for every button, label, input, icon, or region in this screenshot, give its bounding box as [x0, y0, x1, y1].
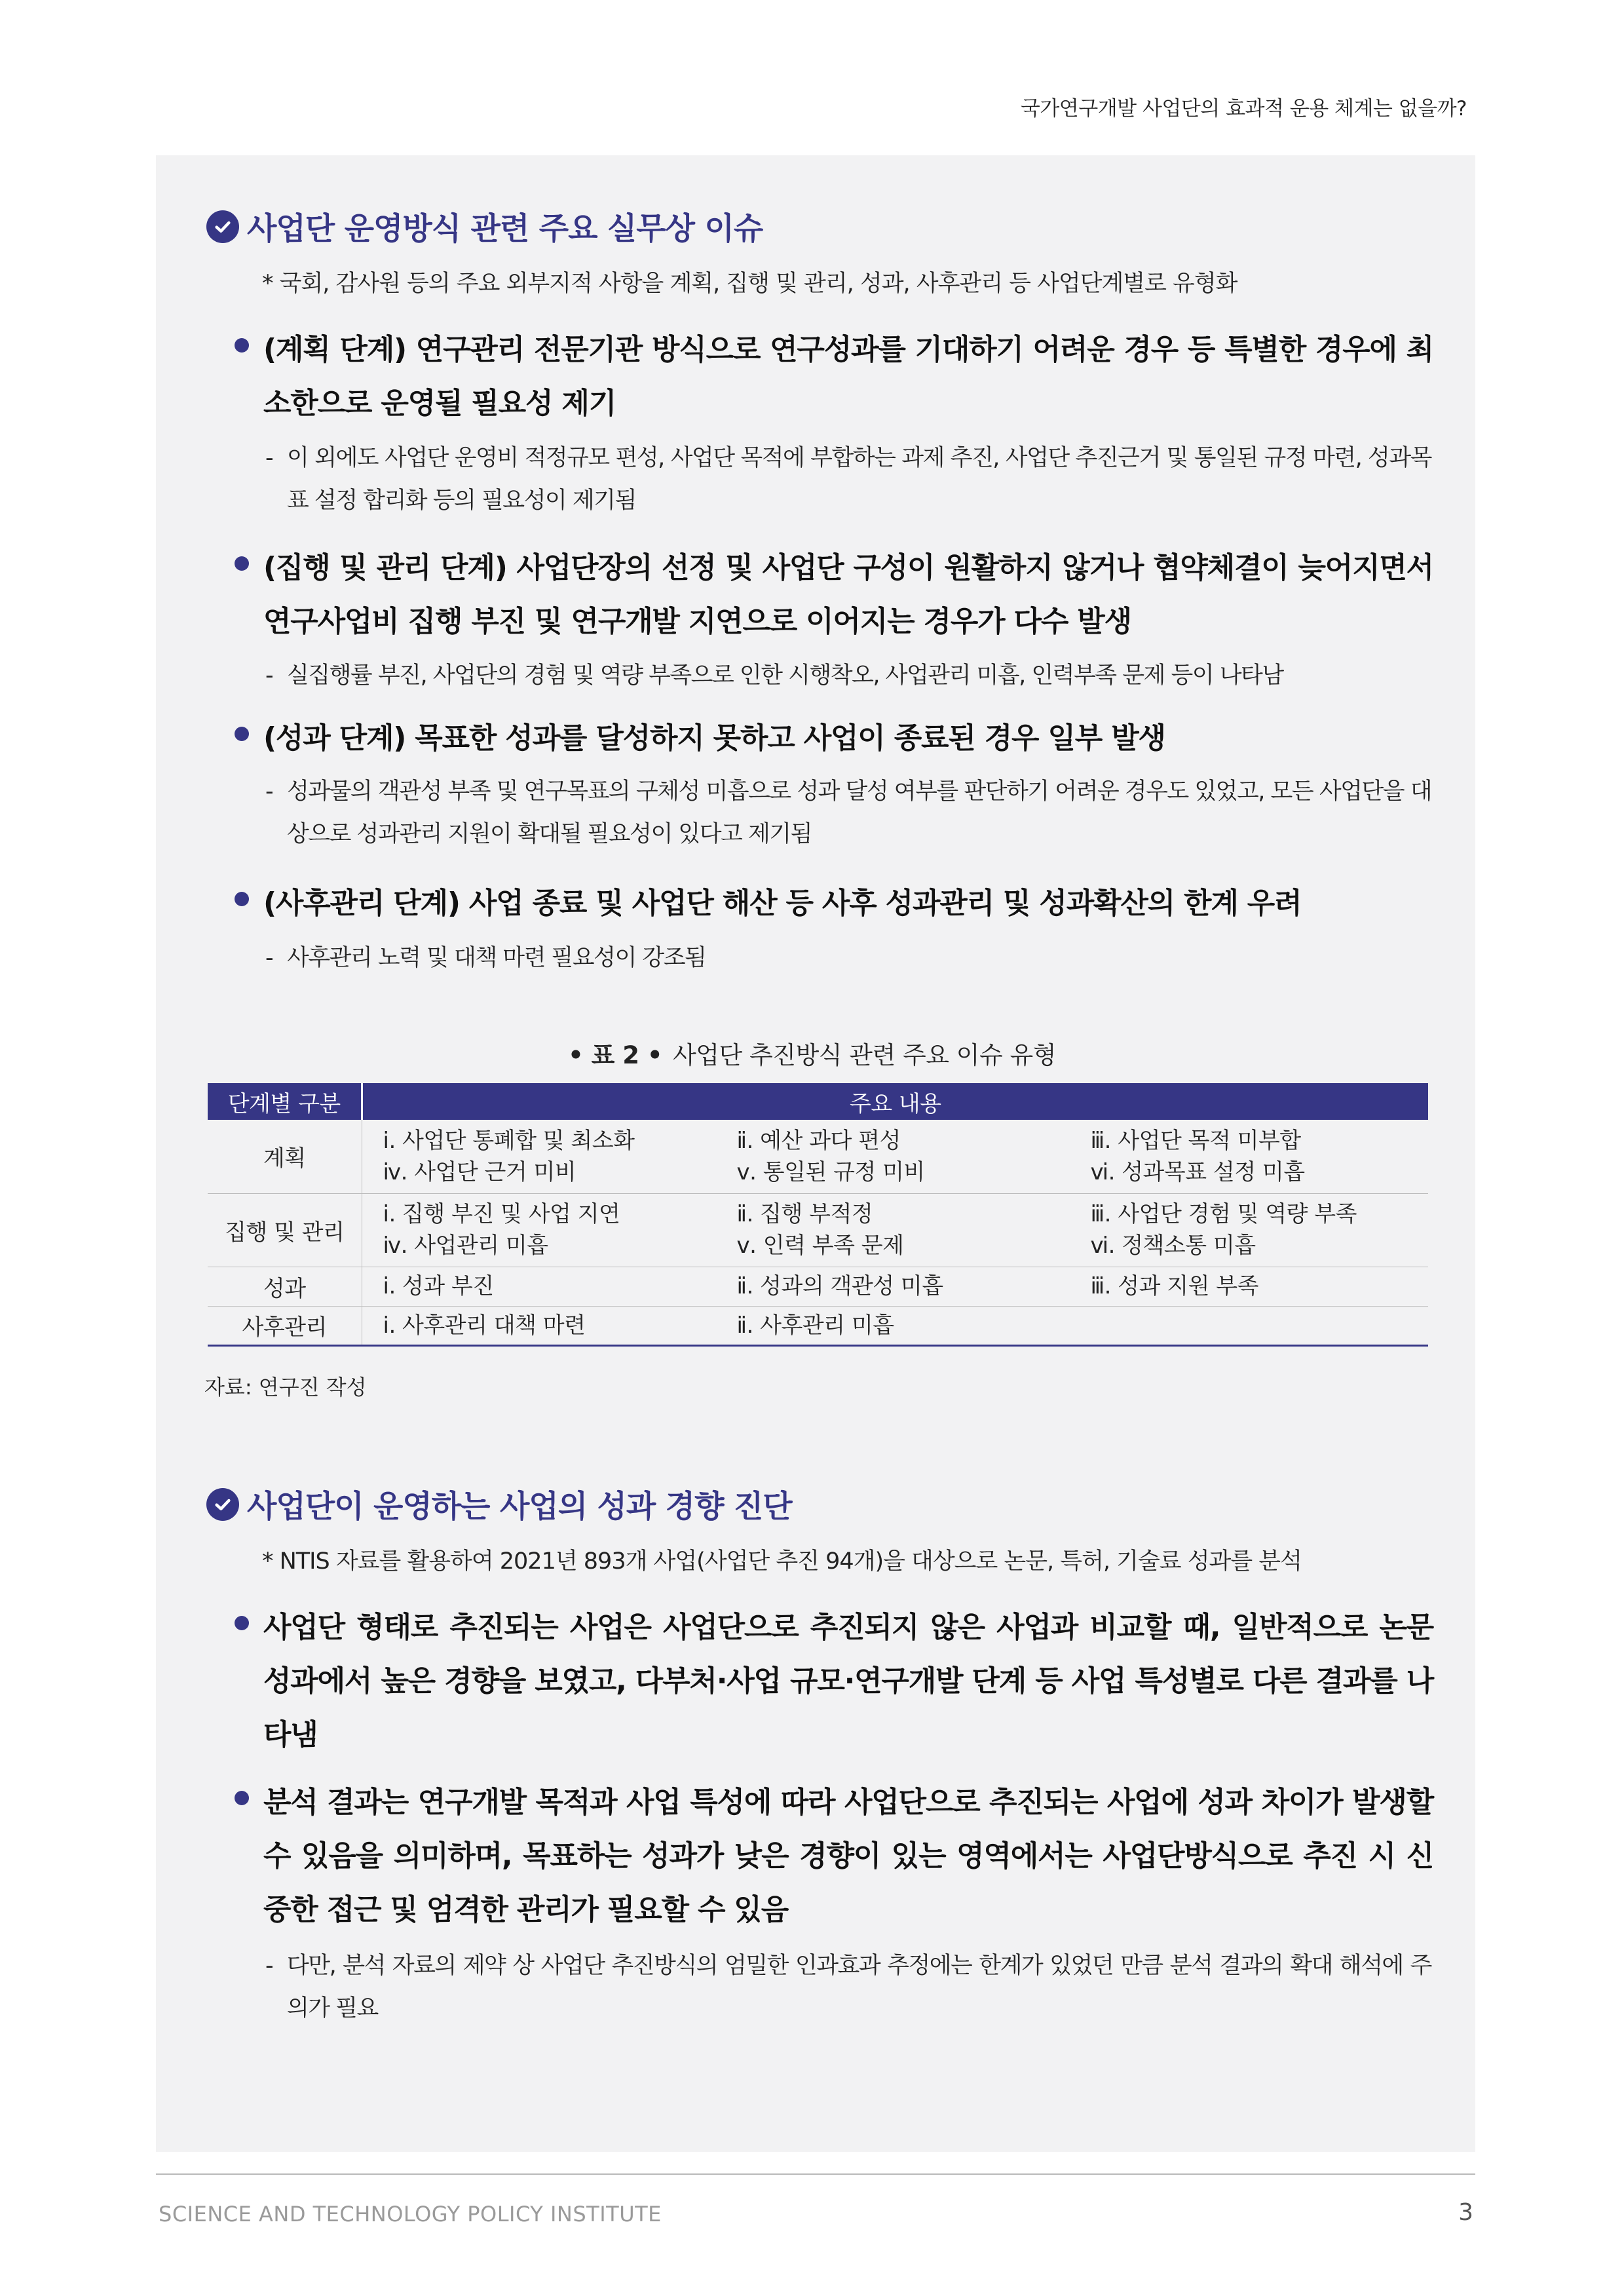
- section-title-text: 사업단 운영방식 관련 주요 실무상 이슈: [247, 211, 763, 247]
- bullet-item: [235, 1776, 1433, 1937]
- check-circle-icon: [206, 1488, 239, 1521]
- sub-item-text: 성과물의 객관성 부족 및 연구목표의 구체성 미흡으로 성과 달성 여부를 판단하기 어려운 경우도 있었고, 모든 사업단을 대상으로 성과관리 지원이 확대될 필요성이 있다고 제기됨: [287, 778, 1431, 847]
- dash-mark: -: [265, 945, 273, 971]
- section-note: * NTIS 자료를 활용하여 2021년 893개 사업(사업단 추진 94개)을 대상으로 논문, 특허, 기술료 성과를 분석: [262, 1548, 1302, 1575]
- check-circle-icon: [206, 210, 239, 243]
- table-cell-stage: 집행 및 관리: [208, 1193, 362, 1267]
- sub-item-text: 이 외에도 사업단 운영비 적정규모 편성, 사업단 목적에 부합하는 과제 추진, 사업단 추진근거 및 통일된 규정 마련, 성과목표 설정 합리화 등의 필요성이 제기됨: [287, 445, 1431, 514]
- bullet-dot-icon: [235, 338, 249, 353]
- section-title-issues: [206, 204, 763, 248]
- table-caption-title: 사업단 추진방식 관련 주요 이슈 유형: [673, 1041, 1056, 1069]
- sub-item: [265, 1945, 1431, 2030]
- bullet-text: 사업단 형태로 추진되는 사업은 사업단으로 추진되지 않은 사업과 비교할 때, 일반적으로 논문 성과에서 높은 경향을 보였고, 다부처·사업 규모·연구개발 단계 등 사업 특성별로 다른 결과를 나타냄: [263, 1611, 1433, 1751]
- sub-item-text: 실집행률 부진, 사업단의 경험 및 역량 부족으로 인한 시행착오, 사업관리 미흡, 인력부족 문제 등이 나타남: [287, 662, 1283, 689]
- issue-item: ⅲ. 사업단 경험 및 역량 부족: [1090, 1201, 1357, 1227]
- table-caption-label: • 표 2 •: [568, 1041, 662, 1069]
- dash-mark: -: [265, 1953, 273, 1979]
- issue-item: ⅴ. 통일된 규정 미비: [736, 1158, 925, 1185]
- bullet-text: 분석 결과는 연구개발 목적과 사업 특성에 따라 사업단으로 추진되는 사업에 성과 차이가 발생할 수 있음을 의미하며, 목표하는 성과가 낮은 경향이 있는 영역에서는 사업단방식으로 추진 시 신중한 접근 및 엄격한 관리가 필요할 수 있음: [263, 1786, 1433, 1926]
- sub-item: [265, 437, 1431, 522]
- bullet-item: [235, 712, 1433, 765]
- bullet-item: [235, 323, 1433, 430]
- bullet-dot-icon: [235, 1791, 249, 1805]
- issue-item: ⅳ. 사업관리 미흡: [383, 1233, 548, 1259]
- footer-organization: SCIENCE AND TECHNOLOGY POLICY INSTITUTE: [159, 2202, 662, 2227]
- bullet-item: [235, 541, 1433, 649]
- table-row: [208, 1306, 1428, 1345]
- table-cell-stage: 사후관리: [208, 1306, 362, 1345]
- issue-item: ⅰ. 사업단 통폐합 및 최소화: [383, 1127, 635, 1154]
- issue-item: ⅱ. 사후관리 미흡: [736, 1312, 894, 1339]
- table-cell-items: [362, 1306, 1428, 1345]
- table-cell-items: [362, 1193, 1428, 1267]
- dash-mark: -: [265, 662, 273, 689]
- issue-item: ⅲ. 성과 지원 부족: [1090, 1273, 1258, 1299]
- issue-item: ⅰ. 성과 부진: [383, 1273, 494, 1299]
- bullet-dot-icon: [235, 892, 249, 906]
- issue-item: ⅱ. 예산 과다 편성: [736, 1127, 901, 1154]
- dash-mark: -: [265, 445, 273, 471]
- sub-item-text: 다만, 분석 자료의 제약 상 사업단 추진방식의 엄밀한 인과효과 추정에는 한계가 있었던 만큼 분석 결과의 확대 해석에 주의가 필요: [287, 1953, 1431, 2021]
- issue-item: ⅴ. 인력 부족 문제: [736, 1233, 904, 1259]
- running-header: 국가연구개발 사업단의 효과적 운용 체계는 없을까?: [1020, 97, 1467, 121]
- table-cell-items: [362, 1120, 1428, 1193]
- issue-item: ⅱ. 성과의 객관성 미흡: [736, 1273, 943, 1299]
- bullet-text: (집행 및 관리 단계) 사업단장의 선정 및 사업단 구성이 원활하지 않거나 협약체결이 늦어지면서 연구사업비 집행 부진 및 연구개발 지연으로 이어지는 경우가 다수 발생: [263, 551, 1433, 638]
- table-header-stage: 단계별 구분: [208, 1083, 362, 1120]
- issue-item: ⅰ. 집행 부진 및 사업 지연: [383, 1201, 620, 1227]
- sub-item: [265, 655, 1431, 697]
- footer-divider: [156, 2173, 1475, 2175]
- issue-item: ⅳ. 사업단 근거 미비: [383, 1158, 576, 1185]
- section-title-text: 사업단이 운영하는 사업의 성과 경향 진단: [247, 1489, 792, 1525]
- section-note: * 국회, 감사원 등의 주요 외부지적 사항을 계획, 집행 및 관리, 성과, 사후관리 등 사업단계별로 유형화: [262, 271, 1237, 297]
- issue-item: ⅵ. 정책소통 미흡: [1090, 1233, 1256, 1259]
- page-number: 3: [1458, 2199, 1473, 2226]
- issue-item: ⅵ. 성과목표 설정 미흡: [1090, 1158, 1305, 1185]
- bullet-item: [235, 877, 1433, 930]
- bullet-dot-icon: [235, 727, 249, 741]
- issues-table: [208, 1083, 1428, 1347]
- table-header-content: 주요 내용: [362, 1083, 1428, 1120]
- table-caption: [0, 1035, 1624, 1071]
- sub-item-text: 사후관리 노력 및 대책 마련 필요성이 강조됨: [287, 945, 706, 971]
- table-cell-stage: 계획: [208, 1120, 362, 1193]
- table-row: [208, 1267, 1428, 1306]
- issue-item: ⅲ. 사업단 목적 미부합: [1090, 1127, 1301, 1154]
- sub-item: [265, 937, 1431, 980]
- sub-item: [265, 771, 1431, 856]
- table-cell-stage: 성과: [208, 1267, 362, 1306]
- table-header-row: [208, 1083, 1428, 1120]
- bullet-text: (사후관리 단계) 사업 종료 및 사업단 해산 등 사후 성과관리 및 성과확산의 한계 우려: [263, 887, 1302, 920]
- dash-mark: -: [265, 778, 273, 805]
- bullet-item: [235, 1601, 1433, 1762]
- bullet-dot-icon: [235, 556, 249, 571]
- bullet-text: (계획 단계) 연구관리 전문기관 방식으로 연구성과를 기대하기 어려운 경우 등 특별한 경우에 최소한으로 운영될 필요성 제기: [263, 333, 1433, 420]
- table-source: 자료: 연구진 작성: [204, 1375, 367, 1400]
- bullet-dot-icon: [235, 1616, 249, 1630]
- issue-item: ⅱ. 집행 부적정: [736, 1201, 873, 1227]
- table-cell-items: [362, 1267, 1428, 1306]
- table-row: [208, 1120, 1428, 1193]
- issue-item: ⅰ. 사후관리 대책 마련: [383, 1312, 586, 1339]
- section-title-performance: [206, 1482, 792, 1526]
- table-row: [208, 1193, 1428, 1267]
- bullet-text: (성과 단계) 목표한 성과를 달성하지 못하고 사업이 종료된 경우 일부 발생: [263, 721, 1165, 755]
